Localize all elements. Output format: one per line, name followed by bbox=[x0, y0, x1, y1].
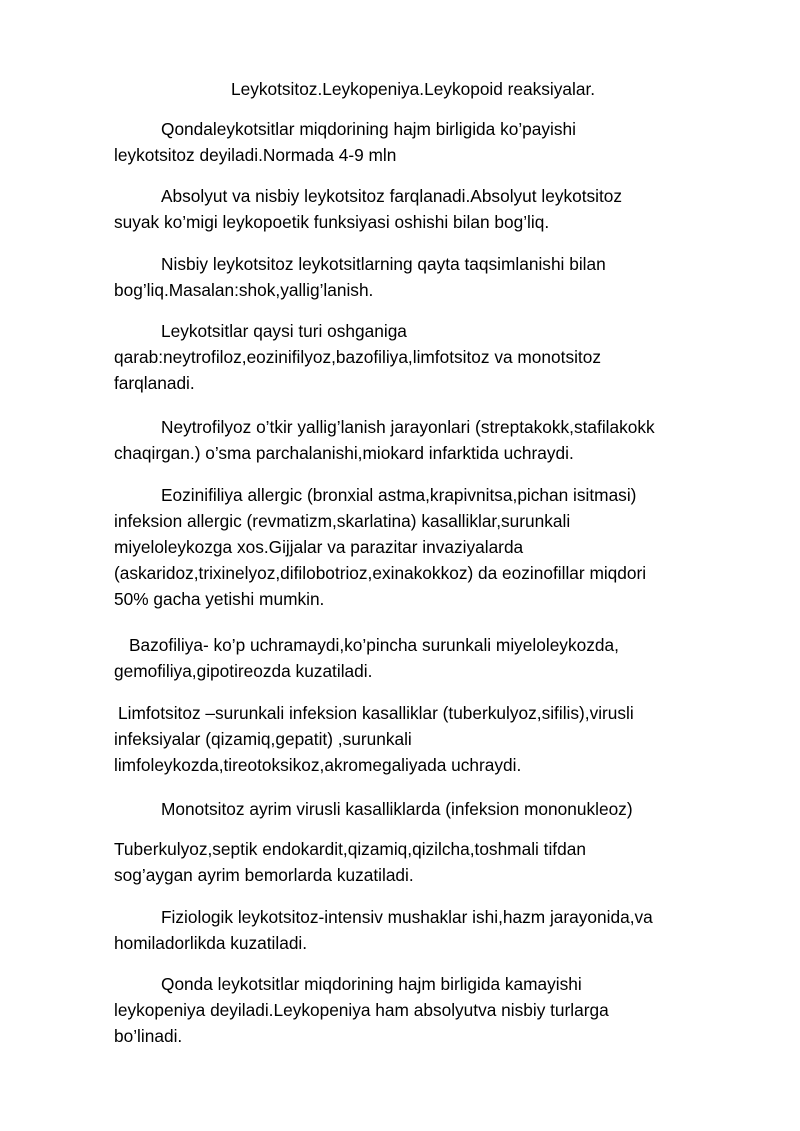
paragraph bbox=[114, 796, 754, 822]
text-line: Fiziologik leykotsitoz-intensiv mushaklar ishi,hazm jarayonida,va bbox=[161, 907, 653, 927]
text-line: bog’liq.Masalan:shok,yallig’lanish. bbox=[114, 280, 374, 300]
paragraph bbox=[114, 482, 754, 612]
text-line: bo’linadi. bbox=[114, 1026, 183, 1046]
paragraph bbox=[114, 971, 754, 1049]
paragraph bbox=[114, 116, 754, 168]
text-line: sog’aygan ayrim bemorlarda kuzatiladi. bbox=[114, 865, 414, 885]
text-line: miyeloleykozga xos.Gijjalar va parazitar invaziyalarda bbox=[114, 537, 524, 557]
text-line: Absolyut va nisbiy leykotsitoz farqlanadi.Absolyut leykotsitoz bbox=[161, 186, 623, 206]
text-line: farqlanadi. bbox=[114, 373, 195, 393]
text-line: Limfotsitoz –surunkali infeksion kasalliklar (tuberkulyoz,sifilis),virusli bbox=[118, 703, 634, 723]
text-line: gemofiliya,gipotireozda kuzatiladi. bbox=[114, 661, 373, 681]
page-title: Leykotsitoz.Leykopeniya.Leykopoid reaksiyalar. bbox=[231, 79, 596, 99]
text-line: infeksiyalar (qizamiq,gepatit) ,surunkali bbox=[114, 729, 412, 749]
text-line: 50% gacha yetishi mumkin. bbox=[114, 589, 325, 609]
text-line: infeksion allergic (revmatizm,skarlatina) kasalliklar,surunkali bbox=[114, 511, 571, 531]
text-line: Bazofiliya- ko’p uchramaydi,ko’pincha surunkali miyeloleykozda, bbox=[129, 635, 619, 655]
text-line: homiladorlikda kuzatiladi. bbox=[114, 933, 308, 953]
text-line: Eozinifiliya allergic (bronxial astma,krapivnitsa,pichan isitmasi) bbox=[161, 485, 637, 505]
text-line: Qondaleykotsitlar miqdorining hajm birligida ko’payishi bbox=[161, 119, 576, 139]
paragraph bbox=[114, 904, 754, 956]
text-line: leykopeniya deyiladi.Leykopeniya ham absolyutva nisbiy turlarga bbox=[114, 1000, 609, 1020]
paragraph bbox=[114, 318, 754, 396]
paragraph bbox=[114, 183, 754, 235]
text-line: leykotsitoz deyiladi.Normada 4-9 mln bbox=[114, 145, 397, 165]
text-line: (askaridoz,trixinelyoz,difilobotrioz,exinakokkoz) da eozinofillar miqdori bbox=[114, 563, 647, 583]
text-line: Monotsitoz ayrim virusli kasalliklarda (infeksion mononukleoz) bbox=[161, 799, 633, 819]
text-line: Qonda leykotsitlar miqdorining hajm birligida kamayishi bbox=[161, 974, 582, 994]
paragraph bbox=[114, 632, 754, 684]
text-line: Leykotsitlar qaysi turi oshganiga bbox=[161, 321, 407, 341]
paragraph bbox=[114, 414, 754, 466]
paragraph bbox=[114, 251, 754, 303]
paragraph bbox=[114, 836, 754, 888]
paragraph bbox=[114, 700, 754, 778]
text-line: limfoleykozda,tireotoksikoz,akromegaliyada uchraydi. bbox=[114, 755, 522, 775]
text-line: Neytrofilyoz o’tkir yallig’lanish jarayonlari (streptakokk,stafilakokk bbox=[161, 417, 655, 437]
text-line: Nisbiy leykotsitoz leykotsitlarning qayta taqsimlanishi bilan bbox=[161, 254, 606, 274]
text-line: qarab:neytrofiloz,eozinifilyoz,bazofiliya,limfotsitoz va monotsitoz bbox=[114, 347, 601, 367]
text-line: Tuberkulyoz,septik endokardit,qizamiq,qizilcha,toshmali tifdan bbox=[114, 839, 586, 859]
text-line: chaqirgan.) o’sma parchalanishi,miokard infarktida uchraydi. bbox=[114, 443, 574, 463]
text-line: suyak ko’migi leykopoetik funksiyasi oshishi bilan bog’liq. bbox=[114, 212, 550, 232]
